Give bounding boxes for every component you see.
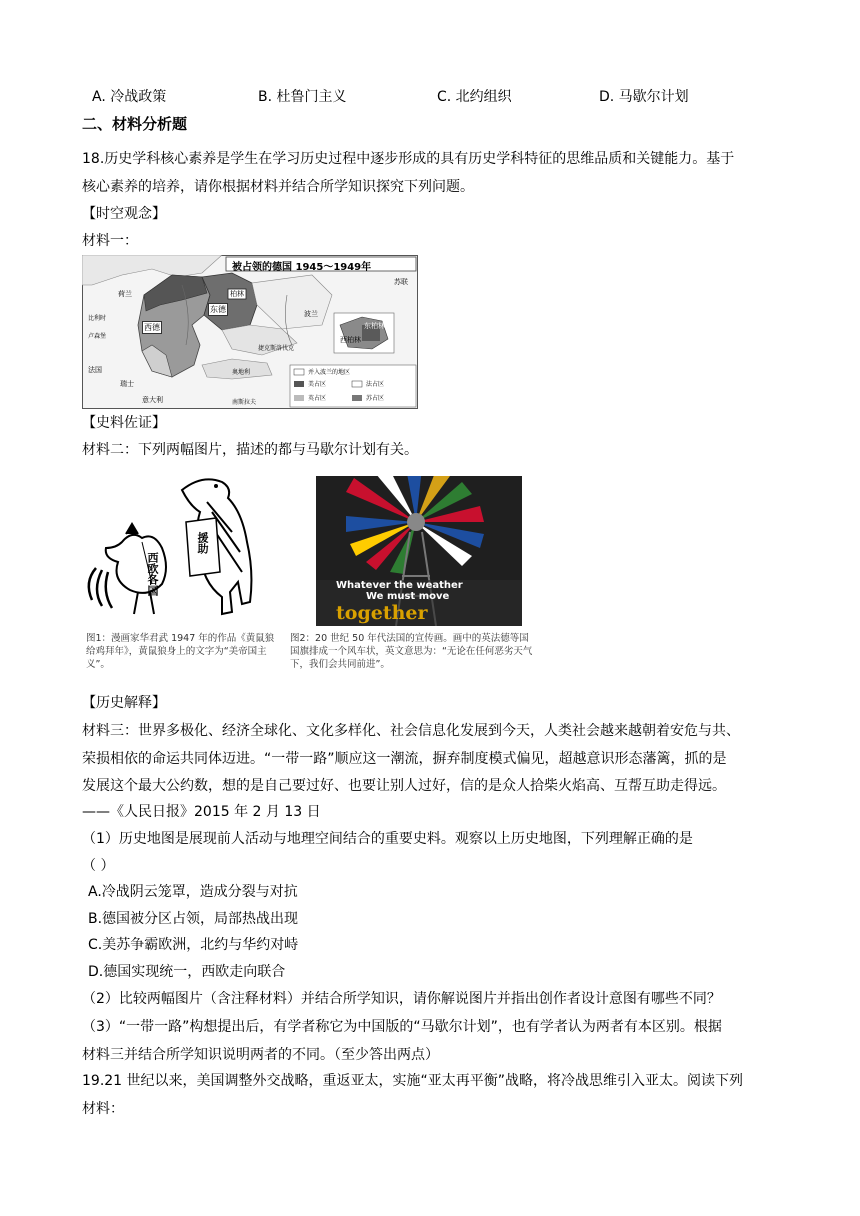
poster-image [316,476,522,626]
sub1-option-d: D.德国实现统一，西欧走向联合 [88,964,286,980]
q19-line1: 19.21 世纪以来，美国调整外交战略，重返亚太，实施“亚太再平衡”战略，将冷战思维引入亚太。阅读下列 [82,1073,744,1089]
option-a: A. 冷战政策 [92,89,167,105]
sub1-option-c: C.美苏争霸欧洲，北约与华约对峙 [88,937,299,953]
legend-item-uk: 英占区 [308,395,327,402]
map-label-belgium: 比利时 [88,315,107,322]
material3-line3: 发展这个最大公约数，想的是自己要过好、也要让别人过好，信的是众人拾柴火焰高、互帮互助走得远。 [82,778,726,794]
option-b: B. 杜鲁门主义 [258,89,347,105]
map-label-austria: 奥地利 [232,369,251,376]
fig2-caption: 图2：20 世纪 50 年代法国的宣传画。画中的英法德等国国旗排成一个风车状，英文意思为：“无论在任何恶劣天气下，我们会共同前进”。 [290,633,533,670]
map-label-west-germany: 西德 [144,323,160,332]
cartoon-figure [82,472,282,682]
section-title: 二、材料分析题 [82,115,188,133]
legend-item-ussr: 苏占区 [366,395,385,402]
tag-spacetime: 【时空观念】 [82,206,166,222]
sub1-option-a: A.冷战阴云笼罩，造成分裂与对抗 [88,884,298,900]
sub3-line1: （3）“一带一路”构想提出后，有学者称它为中国版的“马歇尔计划”，也有学者认为两者有本区别。根据 [82,1019,722,1035]
map-label-ussr: 苏联 [394,278,408,286]
cartoon-tag-text: 援助 [196,532,209,554]
poster-line2: We must move [366,591,450,602]
sub3-line2: 材料三并结合所学知识说明两者的不同。（至少答出两点） [82,1047,439,1063]
map-title: 被占领的德国 1945～1949年 [232,262,372,273]
q18-intro-line1: 18.历史学科核心素养是学生在学习历史过程中逐步形成的具有历史学科特征的思维品质和关键能力。基于 [82,151,735,167]
map-label-poland: 波兰 [304,310,318,318]
fig1-caption: 图1：漫画家华君武 1947 年的作品《黄鼠狼给鸡拜年》，黄鼠狼身上的文字为“美帝国主义”。 [86,633,275,670]
map-label-netherlands: 荷兰 [118,290,132,298]
material3-line2: 荣损相依的命运共同体迈进。“一带一路”顺应这一潮流，摒弃制度模式偏见，超越意识形态藩篱，抓的是 [82,751,727,767]
q19-line2: 材料： [82,1101,124,1117]
map-label-france: 法国 [88,366,102,374]
map-inset-west-berlin: 西柏林 [340,336,361,344]
legend-item-poland: 并入波兰的地区 [308,369,351,376]
map-label-east-germany: 东德 [210,305,226,314]
cartoon-rooster-text: 西欧各国 [146,552,159,596]
map-label-swiss: 瑞士 [120,380,134,388]
poster-figure [286,472,536,682]
q18-intro-line2: 核心素养的培养，请你根据材料并结合所学知识探究下列问题。 [82,179,474,195]
map-label-czech: 捷克斯洛伐克 [258,345,295,352]
poster-line1: Whatever the weather [336,580,463,591]
material2-text: 材料二：下列两幅图片，描述的都与马歇尔计划有关。 [82,442,418,458]
map-label-berlin: 柏林 [230,290,244,298]
sub2-text: （2）比较两幅图片（含注释材料）并结合所学知识，请你解说图片并指出创作者设计意图有哪些不同？ [82,991,721,1007]
option-d: D. 马歇尔计划 [599,89,689,105]
sub1-line2: （ ） [82,858,115,874]
poster-line3: together [336,602,428,624]
material1-label: 材料一： [82,233,138,249]
sub1-line1: （1）历史地图是展现前人活动与地理空间结合的重要史料。观察以上历史地图，下列理解正确的是 [82,831,693,847]
option-c: C. 北约组织 [437,89,512,105]
map-label-italy: 意大利 [142,396,163,404]
legend-item-us: 美占区 [308,381,327,388]
legend-item-fr: 法占区 [366,381,385,388]
map-label-yugoslavia: 南斯拉夫 [232,399,257,406]
material3-source: ——《人民日报》2015 年 2 月 13 日 [82,804,321,820]
tag-interpretation: 【历史解释】 [82,695,166,711]
material3-line1: 材料三：世界多极化、经济全球化、文化多样化、社会信息化发展到今天，人类社会越来越朝着安危与共、 [82,723,740,739]
tag-evidence: 【史料佐证】 [82,415,166,431]
occupied-germany-map [82,255,418,409]
map-inset-east-berlin: 东柏林 [364,322,385,330]
map-label-luxembourg: 卢森堡 [88,333,107,340]
sub1-option-b: B.德国被分区占领，局部热战出现 [88,911,299,927]
